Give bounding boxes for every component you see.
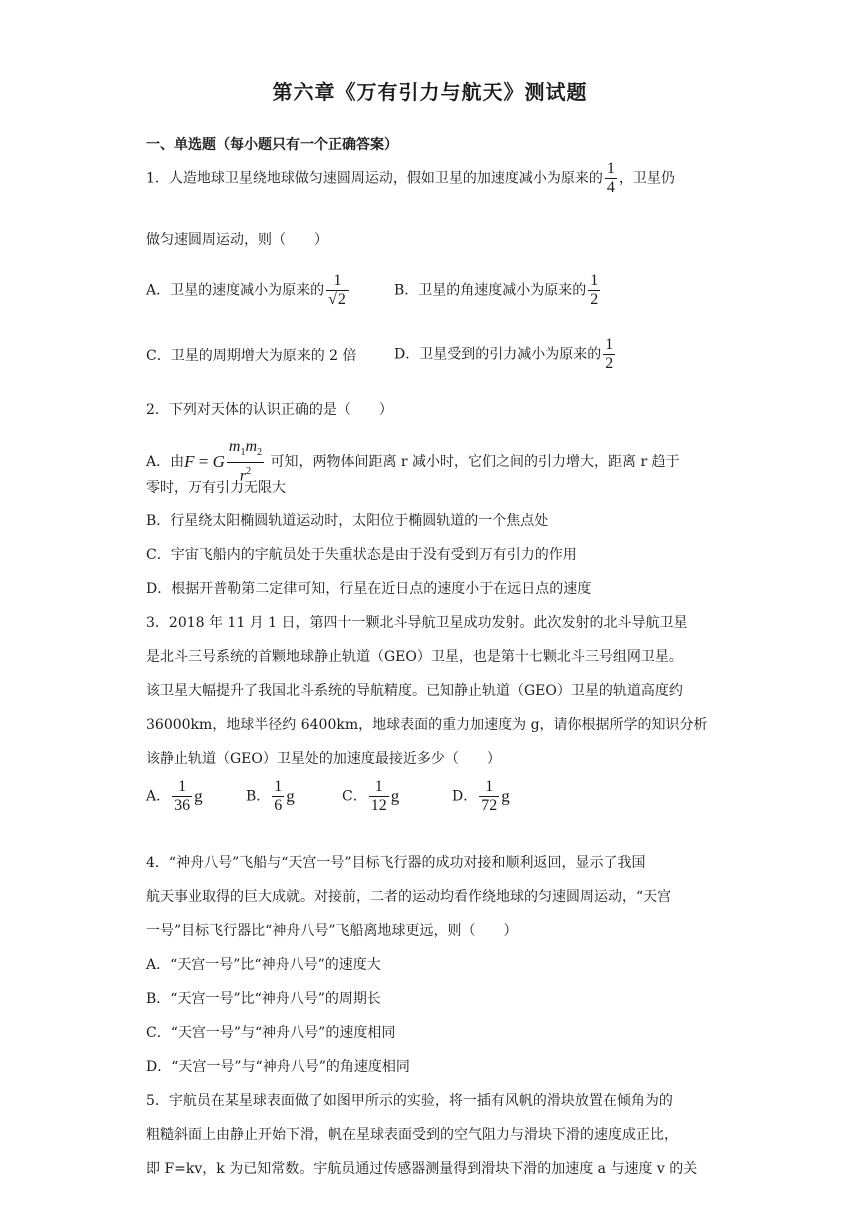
q1-stem-text: 1．人造地球卫星绕地球做匀速圆周运动，假如卫星的加速度减小为原来的 bbox=[146, 170, 603, 187]
q4-option-b: B．“天宫一号”比“神舟八号”的周期长 bbox=[146, 991, 381, 1007]
q1-stem-text-b: ，卫星仍 bbox=[618, 170, 675, 187]
q3-option-a: A． $\frac{1}{36}$ g bbox=[146, 778, 203, 814]
q4-option-d: D．“天宫一号”与“神舟八号”的角速度相同 bbox=[146, 1059, 410, 1075]
question-4-line-1: 4．“神舟八号”飞船与“天宫一号”目标飞行器的成功对接和顺利返回，显示了我国 bbox=[146, 855, 646, 871]
question-3-line-4: 36000km，地球半径约 6400km，地球表面的重力加速度为 g，请你根据所学的知识分析 bbox=[146, 717, 708, 733]
sqrt-symbol: √2 bbox=[328, 291, 346, 308]
question-2-stem: 2．下列对天体的认识正确的是（ ） bbox=[146, 402, 393, 418]
q2-option-a-cont: 零时，万有引力无限大 bbox=[146, 480, 286, 496]
q1-option-c: C．卫星的周期增大为原来的 2 倍 bbox=[146, 348, 357, 364]
q4-option-a: A．“天宫一号”比“神舟八号”的速度大 bbox=[146, 957, 381, 973]
question-3-line-2: 是北斗三号系统的首颗地球静止轨道（GEO）卫星，也是第十七颗北斗三号组网卫星。 bbox=[146, 649, 683, 665]
q1-option-b: B．卫星的角速度减小为原来的 $\frac{1}{2}$ bbox=[394, 272, 599, 308]
section-heading: 一、单选题（每小题只有一个正确答案） bbox=[146, 137, 398, 153]
q1-option-a: A．卫星的速度减小为原来的 $\frac{1}{√2}$ bbox=[146, 272, 351, 309]
question-4-line-2: 航天事业取得的巨大成就。对接前，二者的运动均看作绕地球的匀速圆周运动，“天宫 bbox=[146, 889, 672, 905]
q1-option-d: D．卫星受到的引力减小为原来的 $\frac{1}{2}$ bbox=[394, 336, 614, 372]
question-3-line-3: 该卫星大幅提升了我国北斗系统的导航精度。已知静止轨道（GEO）卫星的轨道高度约 bbox=[146, 683, 683, 699]
q4-option-c: C．“天宫一号”与“神舟八号”的速度相同 bbox=[146, 1025, 396, 1041]
question-1-stem-cont: 做匀速圆周运动，则（ ） bbox=[146, 232, 328, 248]
q2-option-a: A．由F = G $\frac{m_1m_2}{r^2}$ 可知，两物体间距离 r 减小时，它们之间的引力增大，距离 r 趋于 bbox=[146, 438, 680, 485]
q2-option-b: B．行星绕太阳椭圆轨道运动时，太阳位于椭圆轨道的一个焦点处 bbox=[146, 513, 549, 529]
question-5-line-1: 5．宇航员在某星球表面做了如图甲所示的实验，将一插有风帆的滑块放置在倾角为的 bbox=[146, 1093, 673, 1109]
question-5-line-3: 即 F=kv，k 为已知常数。宇航员通过传感器测量得到滑块下滑的加速度 a 与速度 v 的关 bbox=[146, 1161, 698, 1177]
question-5-line-2: 粗糙斜面上由静止开始下滑，帆在星球表面受到的空气阻力与滑块下滑的速度成正比， bbox=[146, 1127, 678, 1143]
page-title: 第六章《万有引力与航天》测试题 bbox=[272, 80, 588, 104]
formula-fraction: $\frac{m_1m_2}{r^2}$ bbox=[228, 438, 263, 485]
q2-option-c: C．宇宙飞船内的宇航员处于失重状态是由于没有受到万有引力的作用 bbox=[146, 547, 577, 563]
gravitation-formula: F = G bbox=[184, 451, 225, 471]
q3-option-c: C． $\frac{1}{12}$ g bbox=[342, 778, 400, 814]
q1-fraction: $\frac{1}{4}$ bbox=[606, 160, 615, 196]
question-4-line-3: 一号”目标飞行器比“神舟八号”飞船离地球更远，则（ ） bbox=[146, 923, 518, 939]
q3-option-d: D． $\frac{1}{72}$ g bbox=[452, 778, 510, 814]
q3-option-b: B． $\frac{1}{6}$ g bbox=[246, 778, 295, 814]
question-3-line-1: 3．2018 年 11 月 1 日，第四十一颗北斗导航卫星成功发射。此次发射的北斗导航卫星 bbox=[146, 615, 688, 631]
question-3-line-5: 该静止轨道（GEO）卫星处的加速度最接近多少（ ） bbox=[146, 751, 501, 767]
question-1-stem bbox=[146, 160, 720, 197]
q2-option-d: D．根据开普勒第二定律可知，行星在近日点的速度小于在远日点的速度 bbox=[146, 581, 592, 597]
